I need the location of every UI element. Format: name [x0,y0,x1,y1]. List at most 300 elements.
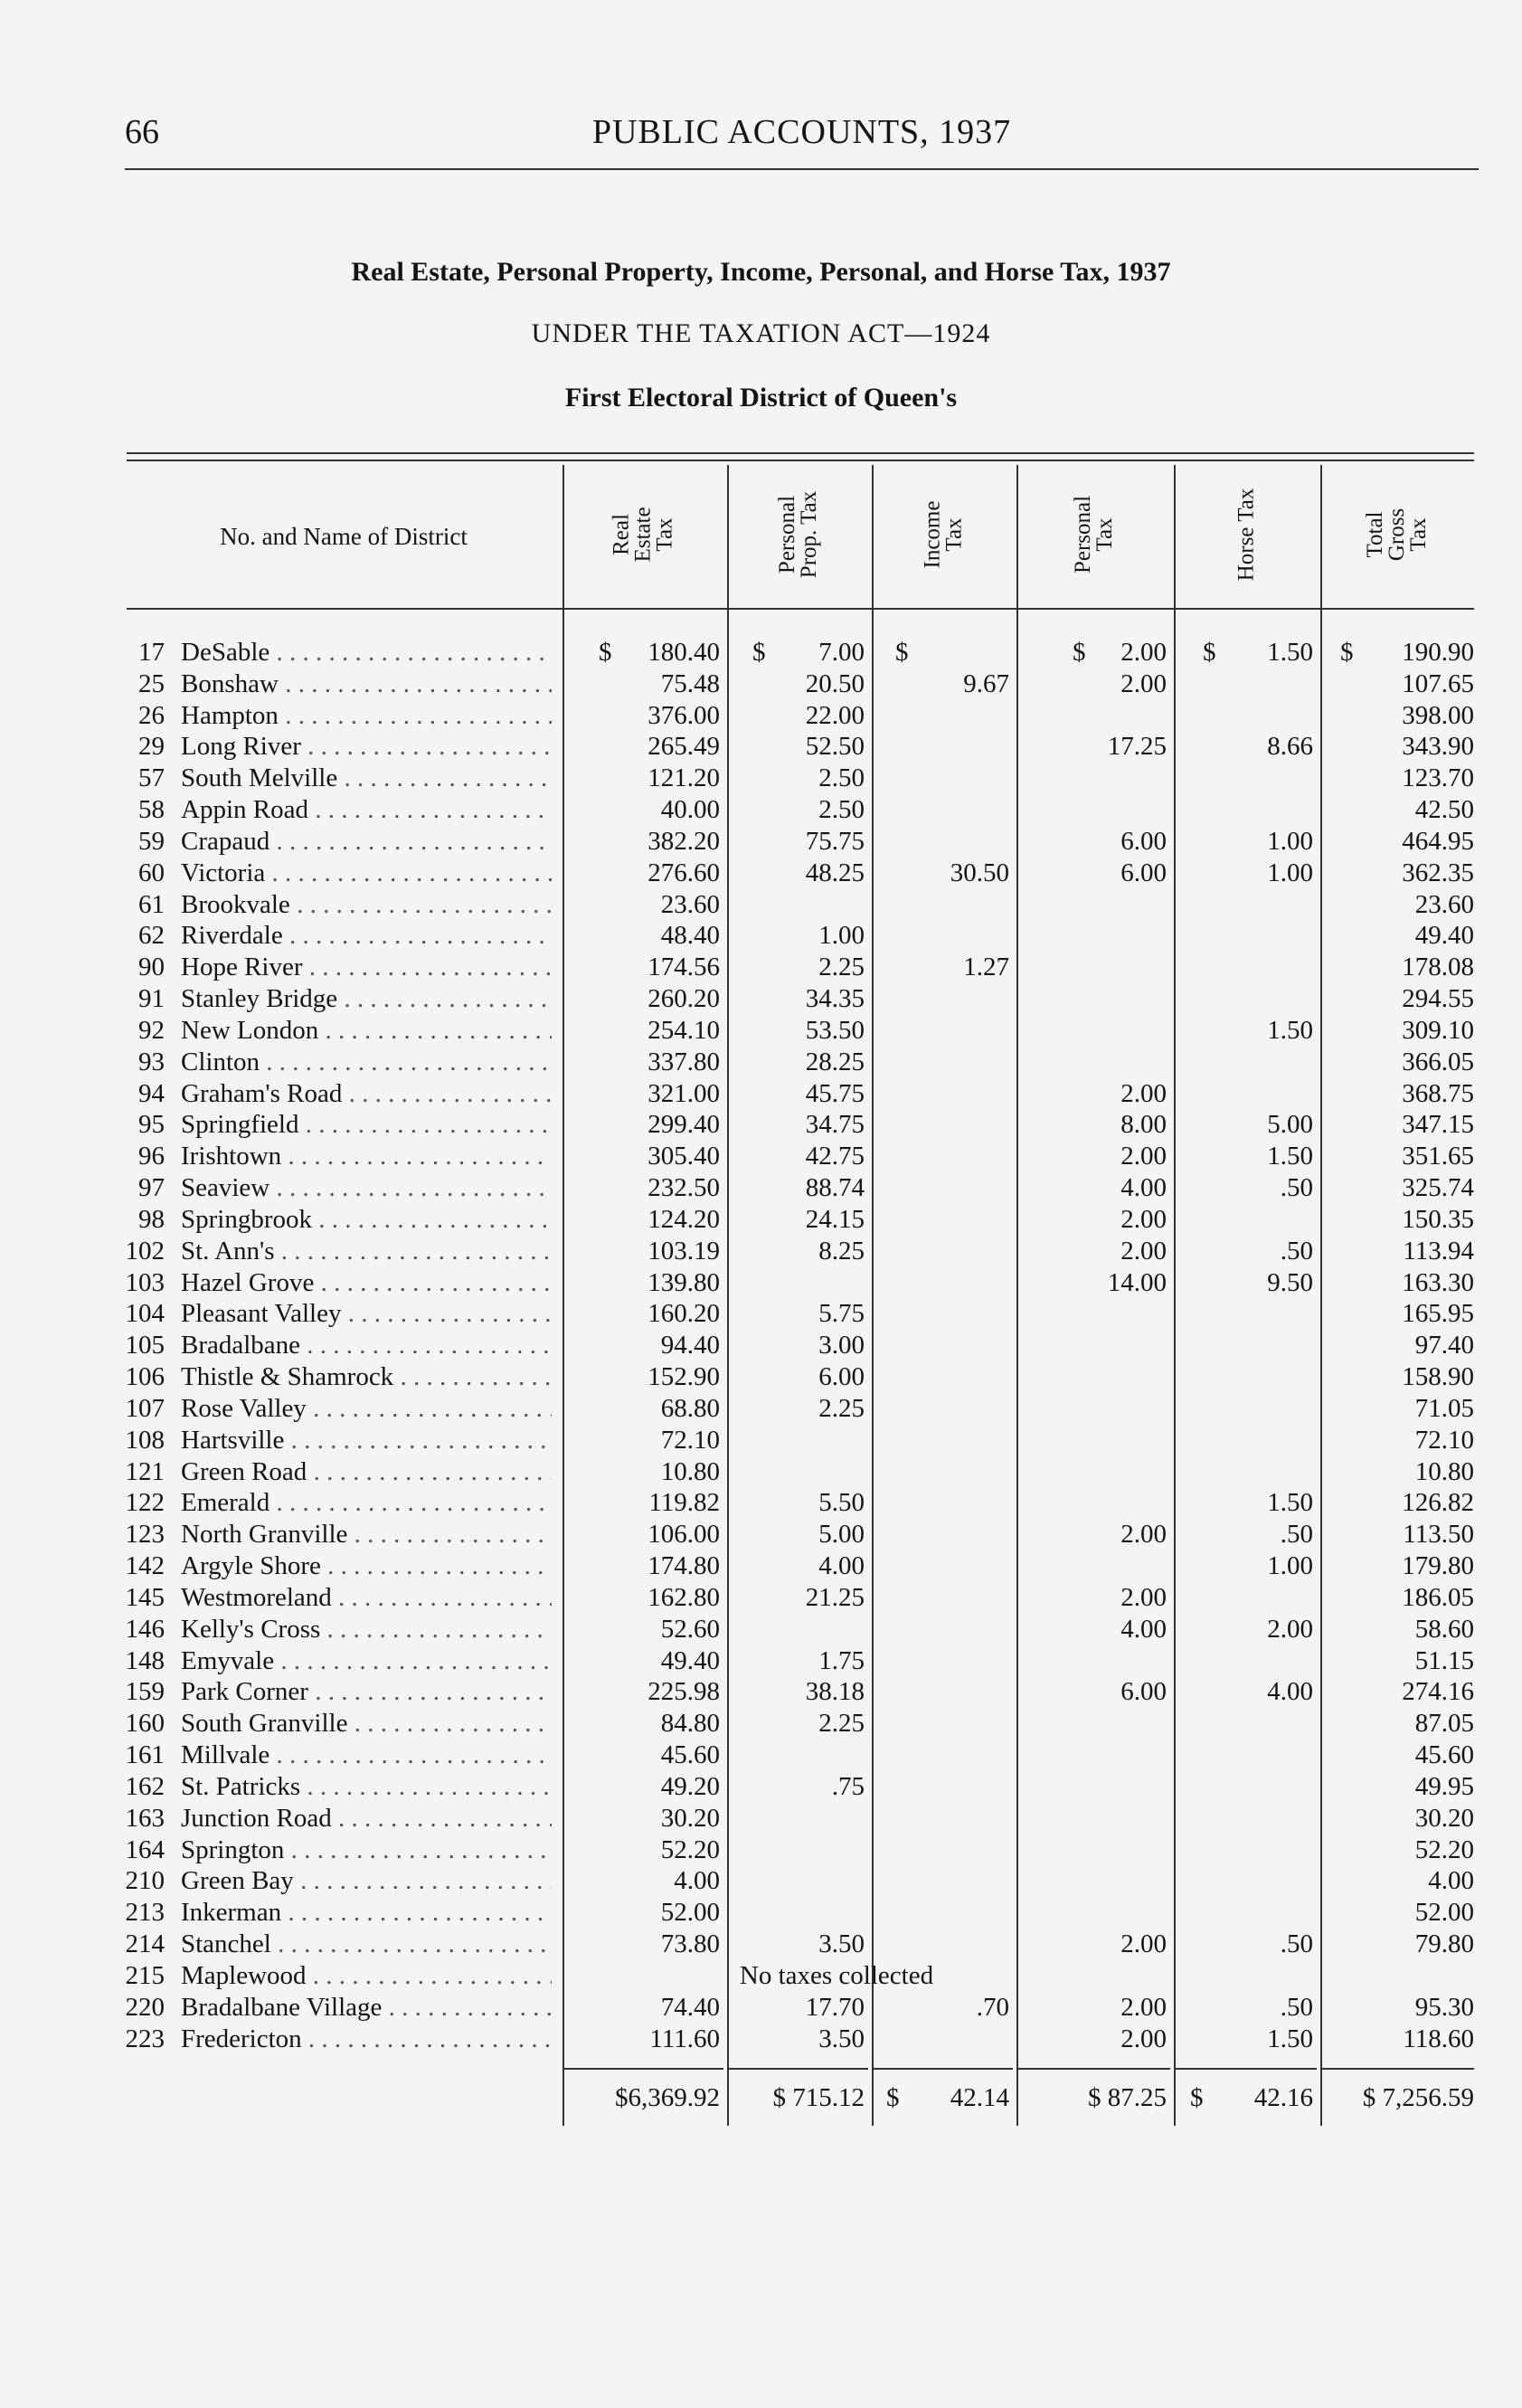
table-row [0,890,1522,922]
district-name-text: Victoria [181,858,266,887]
district-name [181,858,552,888]
table-row [0,1016,1522,1048]
district-name-text: Springbrook [181,1204,312,1234]
table-top-rule-inner [127,460,1474,461]
cell-total: 42.50 [1414,795,1474,825]
table-row [0,701,1522,733]
total-real-estate: $6,369.92 [615,2083,720,2112]
total-income-dollar: $ [886,2083,900,2112]
cell-real-estate: 232.50 [648,1173,720,1203]
cell-real-estate: 174.56 [648,953,720,982]
district-number: 213 [125,1898,165,1928]
district-number: 148 [125,1645,165,1675]
district-name-text: Clinton [181,1047,260,1076]
district-name [181,1426,552,1455]
cell-personal-prop: 2.50 [818,795,865,825]
cell-personal-prop: 6.00 [818,1362,865,1392]
cell-personal: 2.00 [1120,1929,1167,1959]
cell-personal: 2.00 [1120,1520,1167,1550]
cell-real-estate: 276.60 [648,858,720,887]
cell-personal-prop: 5.75 [818,1299,865,1329]
district-name [181,1866,552,1896]
cell-total: 10.80 [1414,1456,1474,1486]
district-number: 122 [125,1488,165,1518]
district-number: 161 [125,1740,165,1770]
cell-personal: 4.00 [1120,1173,1167,1203]
district-name-text: Bradalbane [181,1331,301,1360]
district-name [181,1016,552,1046]
cell-real-estate: 382.20 [648,826,720,856]
table-row [0,1048,1522,1079]
cell-real-estate: 10.80 [660,1456,720,1486]
cell-real-estate: 337.80 [648,1047,720,1076]
total-rule [1176,2068,1317,2070]
cell-total: 274.16 [1402,1677,1474,1707]
cell-real-estate: 52.20 [660,1834,720,1864]
table-row [0,827,1522,858]
district-name-text: Hartsville [181,1425,285,1455]
cell-total: 52.00 [1414,1898,1474,1928]
district-name-text: Crapaud [181,826,270,856]
district-number: 146 [125,1614,165,1644]
district-number: 214 [125,1929,165,1959]
district-number: 142 [125,1551,165,1581]
cell-personal-prop: 88.74 [805,1173,865,1203]
cell-total: 95.30 [1414,1992,1474,2022]
table-row [0,1929,1522,1961]
total-rule [1018,2068,1170,2070]
cell-personal: 2.00 [1120,638,1167,667]
cell-personal-prop: 20.50 [805,668,865,698]
cell-real-estate: 119.82 [648,1488,720,1518]
table-row [0,1394,1522,1426]
cell-total: 163.30 [1402,1267,1474,1297]
cell-total: 190.90 [1402,638,1474,667]
cell-personal-prop: 75.75 [805,826,865,856]
cell-real-estate: 174.80 [648,1551,720,1581]
district-name [181,732,552,762]
table-row [0,1142,1522,1173]
header-rule [125,168,1479,170]
district-name [181,2024,552,2054]
total-personal-prop: $ 715.12 [772,2083,865,2112]
cell-real-estate: 225.98 [648,1677,720,1707]
district-name-text: Green Road [181,1456,307,1486]
cell-total: 113.50 [1403,1520,1474,1550]
cell-personal: 14.00 [1107,1267,1167,1297]
table-row [0,1457,1522,1489]
cell-total: 325.74 [1402,1173,1474,1203]
header-bottom-rule [127,608,1474,610]
district-name [181,1804,552,1834]
district-name [181,890,552,920]
cell-personal-prop: 8.25 [818,1236,865,1266]
district-name-text: North Granville [181,1520,348,1550]
cell-personal-prop: 45.75 [805,1078,865,1108]
cell-real-estate: 74.40 [660,1992,720,2022]
table-row [0,1709,1522,1740]
cell-horse: 1.00 [1267,826,1313,856]
district-name-text: Springfield [181,1110,299,1140]
district-name [181,1646,552,1676]
table-row [0,2024,1522,2056]
column-header-total: Total Gross Tax [1363,507,1431,562]
cell-horse: .50 [1280,1520,1313,1550]
cell-real-estate: 139.80 [648,1267,720,1297]
district-name [181,1929,552,1959]
district-name-text: Hope River [181,953,303,982]
district-number: 96 [138,1142,165,1171]
district-name-text: Emyvale [181,1645,275,1675]
cell-total: 464.95 [1402,826,1474,856]
cell-total: 351.65 [1402,1142,1474,1171]
cell-income: 9.67 [963,668,1009,698]
table-row [0,858,1522,890]
column-header-horse: Horse Tax [1234,488,1258,582]
cell-personal-prop: 52.50 [805,732,865,762]
cell-personal-prop: 1.00 [818,921,865,951]
cell-total: 150.35 [1402,1204,1474,1234]
currency-symbol: $ [895,638,909,667]
district-number: 164 [125,1834,165,1864]
district-name [181,953,552,982]
table-row [0,1898,1522,1929]
cell-horse: 5.00 [1267,1110,1313,1140]
table-row [0,1804,1522,1835]
district-name-text: South Melville [181,763,338,793]
cell-real-estate: 152.90 [648,1362,720,1392]
cell-personal: 2.00 [1120,1142,1167,1171]
district-name [181,1488,552,1518]
total-rule [729,2068,868,2070]
district-number: 95 [138,1110,165,1140]
district-name-text: Seaview [181,1173,270,1203]
total-rule [874,2068,1013,2070]
district-number: 215 [125,1960,165,1990]
cell-income: 30.50 [950,858,1009,887]
cell-total: 309.10 [1402,1015,1474,1045]
cell-total: 49.40 [1414,921,1474,951]
table-subtitle: UNDER THE TAXATION ACT—1924 [531,318,991,348]
currency-symbol: $ [1073,638,1086,667]
table-row [0,1079,1522,1111]
cell-personal: 6.00 [1120,1677,1167,1707]
column-header-income: Income Tax [920,500,966,569]
cell-real-estate: 75.48 [660,668,720,698]
cell-personal-prop: 24.15 [805,1204,865,1234]
cell-income: 1.27 [963,953,1009,982]
cell-personal-prop: 4.00 [818,1551,865,1581]
district-name-text: Junction Road [181,1803,332,1833]
cell-total: 71.05 [1414,1393,1474,1423]
cell-real-estate: 160.20 [648,1299,720,1329]
cell-personal: 2.00 [1120,1236,1167,1266]
cell-real-estate: 321.00 [648,1078,720,1108]
cell-horse: 1.50 [1267,1015,1313,1045]
district-name [181,795,552,825]
district-number: 26 [138,700,165,730]
district-number: 160 [125,1709,165,1739]
cell-personal-prop: 38.18 [805,1677,865,1707]
cell-real-estate: 73.80 [660,1929,720,1959]
cell-total: 123.70 [1402,763,1474,793]
cell-total: 179.80 [1402,1551,1474,1581]
district-number: 91 [138,984,165,1014]
cell-real-estate: 180.40 [648,638,720,667]
district-name-text: Kelly's Cross [181,1614,321,1644]
row-note: No taxes collected [739,1960,934,1990]
table-row [0,1772,1522,1804]
district-name-text: Park Corner [181,1677,308,1707]
cell-personal-prop: 1.75 [818,1645,865,1675]
currency-symbol: $ [1340,638,1354,667]
total-personal: $ 87.25 [1088,2083,1167,2112]
cell-personal-prop: 2.25 [818,1709,865,1739]
cell-personal-prop: 3.50 [818,2024,865,2053]
cell-total: 294.55 [1402,984,1474,1014]
cell-total: 52.20 [1414,1834,1474,1864]
district-number: 60 [138,858,165,887]
cell-total: 158.90 [1402,1362,1474,1392]
district-number: 97 [138,1173,165,1203]
cell-personal-prop: 7.00 [818,638,865,667]
currency-symbol: $ [1203,638,1216,667]
district-name-text: Rose Valley [181,1393,307,1423]
district-number: 29 [138,732,165,762]
cell-personal: 2.00 [1120,1992,1167,2022]
column-header-personal-prop: Personal Prop. Tax [775,490,821,579]
district-name [181,638,552,668]
district-number: 123 [125,1520,165,1550]
cell-real-estate: 111.60 [649,2024,720,2053]
district-name [181,827,552,857]
district-name [181,1299,552,1329]
cell-real-estate: 299.40 [648,1110,720,1140]
district-name-text: Bradalbane Village [181,1992,383,2022]
district-name-text: Green Bay [181,1866,294,1896]
cell-total: 368.75 [1402,1078,1474,1108]
cell-total: 97.40 [1414,1331,1474,1360]
cell-real-estate: 84.80 [660,1709,720,1739]
table-row [0,1268,1522,1300]
cell-personal: 8.00 [1120,1110,1167,1140]
district-number: 98 [138,1204,165,1234]
cell-real-estate: 30.20 [660,1803,720,1833]
district-name [181,1362,552,1392]
cell-horse: 1.00 [1267,858,1313,887]
cell-real-estate: 376.00 [648,700,720,730]
cell-total: 4.00 [1428,1866,1474,1896]
district-name [181,1079,552,1109]
cell-horse: .50 [1280,1236,1313,1266]
cell-total: 178.08 [1402,953,1474,982]
district-number: 162 [125,1771,165,1801]
cell-personal-prop: 21.25 [805,1582,865,1612]
district-number: 61 [138,889,165,919]
cell-personal-prop: 48.25 [805,858,865,887]
district-name-text: Inkerman [181,1898,282,1928]
district-number: 106 [125,1362,165,1392]
district-number: 103 [125,1267,165,1297]
column-header-name: No. and Name of District [220,523,468,550]
total-income: 42.14 [950,2083,1009,2112]
cell-total: 58.60 [1414,1614,1474,1644]
district-number: 25 [138,668,165,698]
cell-personal: 2.00 [1120,1078,1167,1108]
cell-personal: 2.00 [1120,1204,1167,1234]
total-rule [564,2068,723,2070]
table-row [0,1646,1522,1678]
district-name [181,1237,552,1266]
table-row [0,1237,1522,1268]
cell-personal-prop: 42.75 [805,1142,865,1171]
district-name-text: Maplewood [181,1960,307,1990]
district-name [181,1835,552,1865]
district-name [181,1457,552,1487]
district-name [181,1331,552,1360]
column-header-personal: Personal Tax [1070,495,1117,574]
district-title: First Electoral District of Queen's [564,383,958,412]
table-row [0,1866,1522,1898]
district-name [181,1615,552,1645]
cell-personal-prop: .75 [831,1771,865,1801]
cell-total: 45.60 [1414,1740,1474,1770]
district-name-text: St. Ann's [181,1236,275,1266]
cell-real-estate: 94.40 [660,1331,720,1360]
cell-horse: 1.50 [1267,638,1313,667]
district-number: 90 [138,953,165,982]
table-row [0,732,1522,763]
district-name-text: Argyle Shore [181,1551,321,1581]
total-horse-dollar: $ [1190,2083,1204,2112]
district-name [181,669,552,699]
district-name [181,921,552,951]
cell-horse: 1.50 [1267,1488,1313,1518]
cell-total: 49.95 [1414,1771,1474,1801]
cell-total: 398.00 [1402,700,1474,730]
district-name [181,701,552,731]
district-name [181,1173,552,1203]
cell-horse: 4.00 [1267,1677,1313,1707]
district-number: 145 [125,1582,165,1612]
cell-personal: 4.00 [1120,1614,1167,1644]
district-number: 108 [125,1425,165,1455]
cell-real-estate: 49.20 [660,1771,720,1801]
table-top-rule [127,452,1474,454]
district-name-text: Thistle & Shamrock [181,1362,394,1392]
cell-personal-prop: 22.00 [805,700,865,730]
cell-total: 72.10 [1414,1425,1474,1455]
cell-personal-prop: 5.00 [818,1520,865,1550]
cell-horse: 1.50 [1267,1142,1313,1171]
cell-real-estate: 106.00 [648,1520,720,1550]
table-row [0,1551,1522,1583]
table-row [0,1615,1522,1646]
district-name-text: Appin Road [181,795,308,825]
table-row [0,763,1522,795]
cell-personal-prop: 34.75 [805,1110,865,1140]
cell-real-estate: 48.40 [660,921,720,951]
district-name-text: Pleasant Valley [181,1299,342,1329]
cell-total: 118.60 [1403,2024,1474,2053]
district-name [181,1110,552,1140]
total-gross: $ 7,256.59 [1362,2083,1474,2112]
district-number: 57 [138,763,165,793]
cell-total: 126.82 [1402,1488,1474,1518]
table-row [0,1426,1522,1457]
district-number: 92 [138,1015,165,1045]
district-name [181,1551,552,1581]
cell-personal: 6.00 [1120,826,1167,856]
cell-total: 30.20 [1414,1803,1474,1833]
cell-personal-prop: 3.00 [818,1331,865,1360]
district-number: 223 [125,2024,165,2053]
cell-horse: 1.00 [1267,1551,1313,1581]
running-title: PUBLIC ACCOUNTS, 1937 [591,113,1012,151]
district-number: 105 [125,1331,165,1360]
district-number: 62 [138,921,165,951]
district-name-text: Millvale [181,1740,270,1770]
table-row [0,638,1522,669]
district-name [181,1772,552,1802]
cell-horse: .50 [1280,1992,1313,2022]
cell-horse: 8.66 [1267,732,1313,762]
cell-real-estate: 103.19 [648,1236,720,1266]
district-number: 58 [138,795,165,825]
district-name [181,984,552,1014]
district-name-text: DeSable [181,638,270,667]
district-number: 107 [125,1393,165,1423]
cell-real-estate: 52.00 [660,1898,720,1928]
cell-personal-prop: 3.50 [818,1929,865,1959]
table-row [0,1961,1522,1993]
district-name [181,1268,552,1298]
cell-personal: 6.00 [1120,858,1167,887]
cell-horse: 2.00 [1267,1614,1313,1644]
cell-real-estate: 40.00 [660,795,720,825]
cell-total: 362.35 [1402,858,1474,887]
district-name [181,1142,552,1171]
cell-real-estate: 254.10 [648,1015,720,1045]
table-row [0,1993,1522,2024]
district-number: 94 [138,1078,165,1108]
cell-real-estate: 49.40 [660,1645,720,1675]
table-row [0,1205,1522,1237]
cell-real-estate: 124.20 [648,1204,720,1234]
district-name [181,1394,552,1424]
district-number: 104 [125,1299,165,1329]
table-row [0,669,1522,701]
cell-total: 51.15 [1414,1645,1474,1675]
district-number: 121 [125,1456,165,1486]
total-horse: 42.16 [1253,2083,1313,2112]
district-name-text: South Granville [181,1709,348,1739]
district-name [181,1583,552,1613]
cell-real-estate: 265.49 [648,732,720,762]
table-row [0,1740,1522,1772]
table-row [0,1583,1522,1615]
district-name-text: St. Patricks [181,1771,301,1801]
cell-horse: 9.50 [1267,1267,1313,1297]
cell-personal-prop: 2.25 [818,1393,865,1423]
district-name [181,1898,552,1928]
district-number: 163 [125,1803,165,1833]
column-header-real-estate: Real Estate Tax [610,507,677,563]
district-name-text: Bonshaw [181,668,279,698]
table-row [0,1299,1522,1331]
district-name-text: Fredericton [181,2024,302,2053]
cell-total: 343.90 [1402,732,1474,762]
